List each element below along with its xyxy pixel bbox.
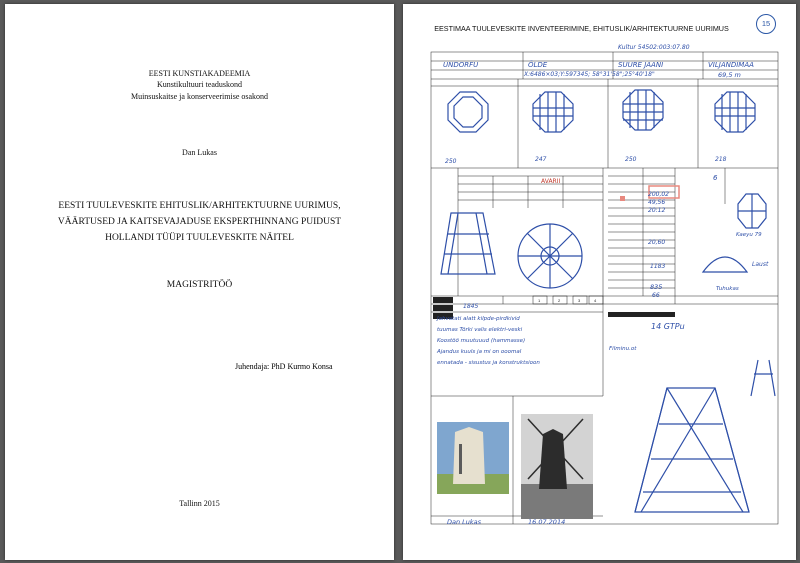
tiimi-label: Filminu.ot bbox=[609, 346, 637, 352]
name-value: UNDORFU bbox=[443, 61, 479, 69]
mat-1: 250 bbox=[445, 158, 457, 165]
thesis-title-line2: VÄÄRTUSED JA KAITSEVAJADUSE EKSPERTHINNANG PUIDUST bbox=[57, 217, 342, 227]
mat-3: 250 bbox=[625, 156, 637, 163]
side-label: Kaeyu 79 bbox=[736, 232, 762, 238]
notes-line2: tuumas Tõrki valis elektri-veski bbox=[437, 327, 523, 333]
roof-label: Laust bbox=[752, 261, 769, 268]
city-year: Tallinn 2015 bbox=[179, 499, 220, 508]
department: Kunstikultuuri teaduskond bbox=[156, 80, 243, 89]
value-4: 20,60 bbox=[648, 239, 666, 246]
notes-line5: ennatada - sisustus ja konstruktsioon bbox=[437, 360, 540, 366]
value-3: 20:12 bbox=[648, 207, 666, 214]
mat-2: 247 bbox=[535, 156, 547, 163]
builder-year: 1845 bbox=[463, 303, 479, 310]
value-6: 835 bbox=[650, 283, 663, 291]
code-value: Kultur 54502:003:07.80 bbox=[618, 44, 690, 51]
thesis-title-line1: EESTI TUULEVESKITE EHITUSLIK/ARHITEKTUURNE UURIMUS, bbox=[58, 201, 341, 211]
coords-value: X:6486×03;Y:597345; 58°31'58";25°40'18" bbox=[524, 71, 655, 78]
value-5: 1183 bbox=[650, 263, 666, 270]
thesis-type: MAGISTRITÖÖ bbox=[166, 280, 233, 290]
parish-value: SUURE JAANI bbox=[618, 61, 664, 69]
floors-value: 6 bbox=[713, 174, 718, 182]
institution: EESTI KUNSTIAKADEEMIA bbox=[148, 69, 251, 78]
grid-number-2: 2 bbox=[558, 298, 561, 303]
value-1: 200,02 bbox=[648, 191, 669, 198]
notes-line4: Ajandus kuuls ja mi on ooomal bbox=[437, 349, 522, 355]
roof-note: 14 GTPu bbox=[651, 322, 685, 331]
notes-line1: Jahvatati alatt kilpde-pirdkivid bbox=[437, 316, 520, 322]
notes-line3: Koostöö muutuuud (hammasse) bbox=[437, 338, 526, 344]
state-value: AVARII bbox=[541, 178, 561, 185]
village-value: ÕLDE bbox=[528, 61, 548, 69]
inventory-form-page bbox=[403, 4, 796, 560]
signature: Dan Lukas bbox=[447, 518, 482, 526]
supervisor: Juhendaja: PhD Kurmo Konsa bbox=[235, 362, 333, 371]
grid-number-4: 4 bbox=[594, 298, 597, 303]
author: Dan Lukas bbox=[182, 148, 217, 157]
title-page bbox=[5, 4, 394, 560]
form-header: EESTIMAA TUULEVESKITE INVENTEERIMINE, EHITUSLIK/ARHITEKTUURNE UURIMUS bbox=[434, 24, 729, 33]
county-value: VILJANDIMAA bbox=[708, 61, 754, 69]
unit: Muinsuskaitse ja konserveerimise osakond bbox=[130, 92, 269, 101]
tuhukas-label: Tuhukas bbox=[716, 286, 739, 292]
page-number: 15 bbox=[756, 14, 776, 34]
value-2: 49,56 bbox=[648, 199, 666, 206]
mat-4: 218 bbox=[715, 156, 727, 163]
thesis-title-line3: HOLLANDI TÜÜPI TUULEVESKITE NÄITEL bbox=[105, 233, 294, 243]
date: 16.07.2014 bbox=[528, 518, 566, 526]
value-7: 66 bbox=[652, 292, 660, 299]
height-value: 69,5 m bbox=[718, 71, 741, 79]
form-drawing bbox=[403, 4, 796, 560]
grid-number-1: 1 bbox=[538, 298, 541, 303]
grid-number-3: 3 bbox=[578, 298, 581, 303]
